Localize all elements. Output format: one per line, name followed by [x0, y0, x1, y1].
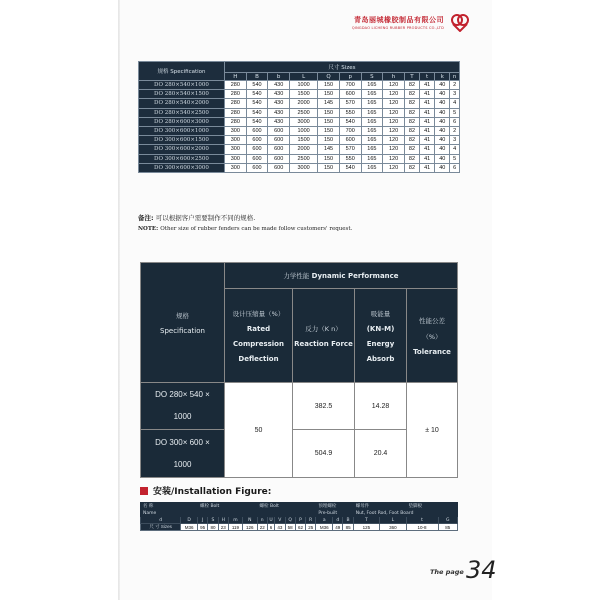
company-name-block	[352, 15, 444, 30]
spec-cell: 41	[420, 117, 435, 126]
spec-cell: 120	[383, 136, 405, 145]
spec-cell: 82	[404, 126, 419, 135]
spec-row-name: DO 280×540×2000	[139, 99, 225, 108]
perf-dynamic-cn: 力学性能	[283, 272, 310, 280]
spec-cell: 41	[420, 126, 435, 135]
spec-cell: 82	[404, 81, 419, 90]
inst-header-cell: J	[198, 517, 208, 524]
spec-cell: 41	[420, 108, 435, 117]
spec-cell: 540	[246, 90, 268, 99]
inst-values-row	[141, 524, 458, 531]
spec-cell: 120	[383, 145, 405, 154]
notes-block	[138, 213, 352, 234]
perf-spec-cn: 规格	[176, 311, 189, 320]
col-header: b	[268, 73, 290, 81]
spec-row-name: DO 300×600×1500	[139, 136, 225, 145]
perf-energy-en-2: Absorb	[366, 354, 395, 363]
installation-table-container	[140, 502, 458, 531]
inst-value-cell: 10-8	[406, 524, 438, 531]
page-number: 34	[466, 556, 497, 584]
inst-header-cell: N	[242, 517, 257, 524]
perf-deflection-en-1: Rated	[246, 324, 271, 333]
inst-nut-cn: 螺母件	[353, 503, 406, 510]
company-header	[352, 12, 470, 32]
inst-header-cell: L	[380, 517, 406, 524]
spec-row	[139, 154, 460, 163]
inst-value-cell: M36	[181, 524, 198, 531]
inst-header-cell: S	[208, 517, 218, 524]
spec-cell: 5	[450, 154, 460, 163]
spec-cell: 40	[435, 163, 450, 172]
spec-cell: 1000	[290, 126, 318, 135]
spec-cell: 40	[435, 145, 450, 154]
spec-cell: 41	[420, 163, 435, 172]
spec-cell: 120	[383, 154, 405, 163]
spec-cell: 300	[225, 154, 247, 163]
perf-energy-cn: 吸能量	[370, 309, 391, 318]
inst-value-cell: 360	[380, 524, 406, 531]
spec-cell: 3000	[290, 163, 318, 172]
spec-cell: 540	[246, 108, 268, 117]
col-header: h	[383, 73, 405, 81]
spec-cell: 165	[361, 81, 383, 90]
spec-row	[139, 117, 460, 126]
note-cn	[138, 213, 352, 223]
inst-nut-en: Nut, Foot Rod, Foot Board	[353, 510, 457, 517]
perf-deflection-en-2: Compression	[233, 339, 284, 348]
performance-table-container	[140, 262, 458, 477]
perf-deflection-header	[225, 289, 293, 383]
spec-cell: 40	[435, 90, 450, 99]
spec-cell: 150	[318, 81, 340, 90]
inst-header-cell: t	[406, 517, 438, 524]
inst-sizes-label: 尺 寸 Sizes	[141, 524, 181, 531]
spec-header: 规格 Specification	[139, 62, 225, 81]
inst-value-cell: 126	[242, 524, 257, 531]
spec-cell: 280	[225, 81, 247, 90]
spec-cell: 82	[404, 117, 419, 126]
spec-cell: 41	[420, 99, 435, 108]
spec-cell: 40	[435, 136, 450, 145]
spec-cell: 165	[361, 154, 383, 163]
performance-table	[140, 262, 458, 478]
spec-cell: 41	[420, 154, 435, 163]
spec-table-header-row	[139, 62, 460, 73]
inst-value-cell: 119	[228, 524, 242, 531]
spec-cell: 280	[225, 99, 247, 108]
spec-cell: 540	[339, 117, 361, 126]
inst-value-cell: M36	[316, 524, 333, 531]
col-header: k	[435, 73, 450, 81]
col-header: p	[339, 73, 361, 81]
col-header: H	[225, 73, 247, 81]
spec-cell: 600	[268, 154, 290, 163]
spec-table	[138, 61, 460, 173]
spec-cell: 40	[435, 108, 450, 117]
spec-cell: 550	[339, 154, 361, 163]
inst-header-cell: P	[295, 517, 305, 524]
installation-section-title	[140, 484, 271, 497]
col-header: Q	[318, 73, 340, 81]
note-en-label: NOTE:	[138, 226, 159, 232]
spec-cell: 540	[246, 117, 268, 126]
perf-model-2	[141, 430, 225, 478]
spec-cell: 150	[318, 117, 340, 126]
inst-pre-en: Pre-built	[316, 510, 353, 517]
spec-cell: 570	[339, 99, 361, 108]
col-header: n	[450, 73, 460, 81]
spec-cell: 120	[383, 99, 405, 108]
spec-cell: 145	[318, 145, 340, 154]
spec-cell: 3	[450, 90, 460, 99]
spec-row	[139, 99, 460, 108]
spec-cell: 430	[268, 81, 290, 90]
spec-cell: 165	[361, 117, 383, 126]
spec-cell: 280	[225, 108, 247, 117]
perf-dynamic-en: Dynamic Performance	[311, 272, 399, 280]
inst-header-cell: R	[306, 517, 316, 524]
spec-cell: 430	[268, 99, 290, 108]
perf-reaction-cn: 反力（K n）	[305, 324, 342, 333]
col-header: t	[420, 73, 435, 81]
spec-cell: 4	[450, 99, 460, 108]
inst-row-name-en	[141, 510, 458, 517]
inst-header-cell: n	[257, 517, 267, 524]
spec-cell: 550	[339, 108, 361, 117]
perf-energy-header	[355, 289, 407, 383]
perf-energy-unit: (KN-M)	[366, 324, 395, 333]
spec-cell: 300	[225, 145, 247, 154]
spec-row-name: DO 300×600×3000	[139, 163, 225, 172]
inst-header-cell: a	[316, 517, 333, 524]
spec-cell: 165	[361, 99, 383, 108]
spec-cell: 2000	[290, 145, 318, 154]
inst-header-cell: d	[333, 517, 343, 524]
perf-energy-2: 20.4	[355, 430, 407, 478]
spec-cell: 3	[450, 136, 460, 145]
spec-cell: 540	[246, 81, 268, 90]
spec-row-name: DO 280×540×1500	[139, 90, 225, 99]
spec-cell: 430	[268, 108, 290, 117]
spec-cell: 600	[246, 145, 268, 154]
inst-header-cell: G	[438, 517, 458, 524]
spec-cell: 430	[268, 117, 290, 126]
perf-tolerance-header	[407, 289, 458, 383]
spec-cell: 120	[383, 81, 405, 90]
spec-cell: 6	[450, 117, 460, 126]
spec-row-name: DO 300×600×2500	[139, 154, 225, 163]
spec-cell: 3000	[290, 117, 318, 126]
perf-model-2-line2: 1000	[173, 459, 192, 469]
company-name-cn: 青岛丽城橡胶制品有限公司	[354, 15, 444, 24]
perf-model-1-line1: DO 280× 540 ×	[155, 390, 210, 399]
spec-cell: 300	[225, 136, 247, 145]
spec-row	[139, 136, 460, 145]
spec-cell: 600	[246, 126, 268, 135]
spec-cell: 1500	[290, 136, 318, 145]
spec-cell: 540	[246, 99, 268, 108]
inst-header-cell: Q	[285, 517, 295, 524]
perf-spec-header	[141, 263, 225, 383]
spec-cell: 600	[268, 126, 290, 135]
perf-energy-en-1: Energy	[366, 339, 395, 348]
size-header: 尺寸 Sizes	[225, 62, 460, 73]
spec-cell: 2	[450, 126, 460, 135]
note-en	[138, 223, 352, 234]
inst-header-cell: B	[343, 517, 353, 524]
spec-cell: 40	[435, 117, 450, 126]
col-header: L	[290, 73, 318, 81]
spec-row	[139, 108, 460, 117]
spec-cell: 2500	[290, 154, 318, 163]
inst-bolt2-cn: 螺栓 Bolt	[257, 503, 316, 510]
spec-cell: 165	[361, 108, 383, 117]
spec-cell: 540	[339, 163, 361, 172]
spec-cell: 150	[318, 108, 340, 117]
perf-tolerance-en: Tolerance	[413, 347, 451, 356]
inst-bolt-cn: 螺栓 Bolt	[198, 503, 258, 510]
perf-deflection-value: 50	[225, 383, 293, 478]
spec-table-body	[139, 81, 460, 173]
note-en-text: Other size of rubber fenders can be made follow customers' request.	[160, 226, 353, 232]
perf-dynamic-header	[225, 263, 458, 289]
inst-value-cell: 22	[257, 524, 267, 531]
installation-title-text: 安装/Installation Figure:	[153, 487, 272, 497]
spec-cell: 82	[404, 145, 419, 154]
inst-pre-cn: 预埋螺栓	[316, 503, 353, 510]
perf-row-model-1	[141, 383, 458, 430]
spec-cell: 2	[450, 81, 460, 90]
spec-cell: 700	[339, 81, 361, 90]
company-logo-icon	[450, 12, 470, 32]
spec-row-name: DO 300×600×1000	[139, 126, 225, 135]
spec-cell: 120	[383, 117, 405, 126]
spec-cell: 600	[246, 136, 268, 145]
spec-cell: 41	[420, 81, 435, 90]
spec-cell: 150	[318, 136, 340, 145]
spec-cell: 41	[420, 90, 435, 99]
perf-tolerance-cn: 性能公差	[419, 316, 445, 325]
spec-table-container	[138, 61, 460, 173]
spec-cell: 600	[339, 90, 361, 99]
note-cn-text: 可以根据客户需要制作不同的规格.	[155, 214, 256, 222]
red-square-icon	[140, 487, 148, 495]
spec-cell: 165	[361, 126, 383, 135]
spec-cell: 120	[383, 108, 405, 117]
inst-header-cell: D	[181, 517, 198, 524]
spec-cell: 41	[420, 136, 435, 145]
spec-cell: 5	[450, 108, 460, 117]
inst-value-cell: 62	[295, 524, 305, 531]
inst-name-cn: 名 称	[141, 503, 198, 510]
inst-value-cell: 85	[438, 524, 458, 531]
spec-cell: 82	[404, 154, 419, 163]
perf-reaction-2: 504.9	[293, 430, 355, 478]
spec-cell: 2500	[290, 108, 318, 117]
inst-row-name-cn	[141, 503, 458, 510]
spec-cell: 165	[361, 145, 383, 154]
spec-cell: 120	[383, 163, 405, 172]
perf-deflection-en-3: Deflection	[238, 354, 279, 363]
spec-row-name: DO 280×600×3000	[139, 117, 225, 126]
inst-header-cell: T	[353, 517, 379, 524]
inst-value-cell: 49	[333, 524, 343, 531]
inst-value-cell: 95	[198, 524, 208, 531]
inst-foot-cn: 垫脚板	[406, 503, 457, 510]
spec-cell: 150	[318, 90, 340, 99]
spec-cell: 165	[361, 163, 383, 172]
inst-header-cell: H	[218, 517, 228, 524]
inst-value-cell: 25	[306, 524, 316, 531]
spec-cell: 600	[268, 136, 290, 145]
spec-row-name: DO 280×540×2500	[139, 108, 225, 117]
spec-cell: 600	[246, 154, 268, 163]
col-header: S	[361, 73, 383, 81]
spec-cell: 4	[450, 145, 460, 154]
spec-row	[139, 81, 460, 90]
spec-cell: 82	[404, 108, 419, 117]
perf-row-dynamic-header	[141, 263, 458, 289]
spec-cell: 1000	[290, 81, 318, 90]
spec-cell: 2000	[290, 99, 318, 108]
spec-cell: 82	[404, 163, 419, 172]
spec-row-name: DO 300×600×2000	[139, 145, 225, 154]
spec-cell: 600	[246, 163, 268, 172]
inst-value-cell: 58	[285, 524, 295, 531]
spec-cell: 280	[225, 90, 247, 99]
spec-cell: 40	[435, 154, 450, 163]
spec-cell: 82	[404, 90, 419, 99]
spec-cell: 300	[225, 126, 247, 135]
perf-reaction-header	[293, 289, 355, 383]
spec-row	[139, 163, 460, 172]
perf-model-2-line1: DO 300× 600 ×	[155, 437, 210, 447]
inst-header-cell: U	[267, 517, 274, 524]
inst-value-cell: 43	[275, 524, 285, 531]
inst-header-cell: d	[141, 517, 181, 524]
spec-cell: 150	[318, 126, 340, 135]
perf-tolerance-unit: （%）	[422, 332, 442, 341]
spec-cell: 40	[435, 126, 450, 135]
perf-reaction-en: Reaction Force	[294, 339, 353, 348]
spec-cell: 40	[435, 99, 450, 108]
perf-spec-en: Specification	[160, 326, 205, 335]
spec-row-name: DO 280×540×1000	[139, 81, 225, 90]
perf-energy-1: 14.28	[355, 383, 407, 430]
installation-table	[140, 502, 458, 531]
spec-cell: 41	[420, 145, 435, 154]
perf-tolerance-value: ± 10	[407, 383, 458, 478]
spec-row	[139, 126, 460, 135]
spec-cell: 700	[339, 126, 361, 135]
spec-cell: 82	[404, 136, 419, 145]
inst-header-cell: V	[275, 517, 285, 524]
spec-cell: 1500	[290, 90, 318, 99]
note-cn-label: 备注:	[138, 214, 154, 222]
inst-header-cell: m	[228, 517, 242, 524]
spec-row	[139, 145, 460, 154]
spec-cell: 82	[404, 99, 419, 108]
spec-cell: 120	[383, 90, 405, 99]
inst-header-row	[141, 517, 458, 524]
inst-value-cell: 125	[353, 524, 379, 531]
col-header: T	[404, 73, 419, 81]
spec-cell: 165	[361, 90, 383, 99]
inst-value-cell: 85	[343, 524, 353, 531]
spec-cell: 145	[318, 99, 340, 108]
spec-cell: 40	[435, 81, 450, 90]
spec-cell: 600	[268, 163, 290, 172]
spec-cell: 570	[339, 145, 361, 154]
perf-reaction-1: 382.5	[293, 383, 355, 430]
spec-cell: 600	[268, 145, 290, 154]
spec-cell: 430	[268, 90, 290, 99]
perf-model-1	[141, 383, 225, 430]
spec-cell: 120	[383, 126, 405, 135]
spec-cell: 300	[225, 163, 247, 172]
perf-deflection-cn: 设计压缩量（%）	[232, 309, 285, 318]
page-label: The page	[430, 568, 464, 576]
spec-row	[139, 90, 460, 99]
spec-cell: 6	[450, 163, 460, 172]
company-name-en: QINGDAO LICHENG RUBBER PRODUCTS CO.,LTD	[351, 25, 444, 30]
spec-cell: 280	[225, 117, 247, 126]
spec-cell: 150	[318, 154, 340, 163]
spec-cell: 600	[339, 136, 361, 145]
inst-value-cell: 23	[218, 524, 228, 531]
spec-cell: 165	[361, 136, 383, 145]
col-header: B	[246, 73, 268, 81]
inst-value-cell: 80	[208, 524, 218, 531]
spec-cell: 150	[318, 163, 340, 172]
perf-model-1-line2: 1000	[173, 412, 192, 421]
inst-value-cell: 6	[267, 524, 274, 531]
inst-name-en: Name	[141, 510, 316, 517]
